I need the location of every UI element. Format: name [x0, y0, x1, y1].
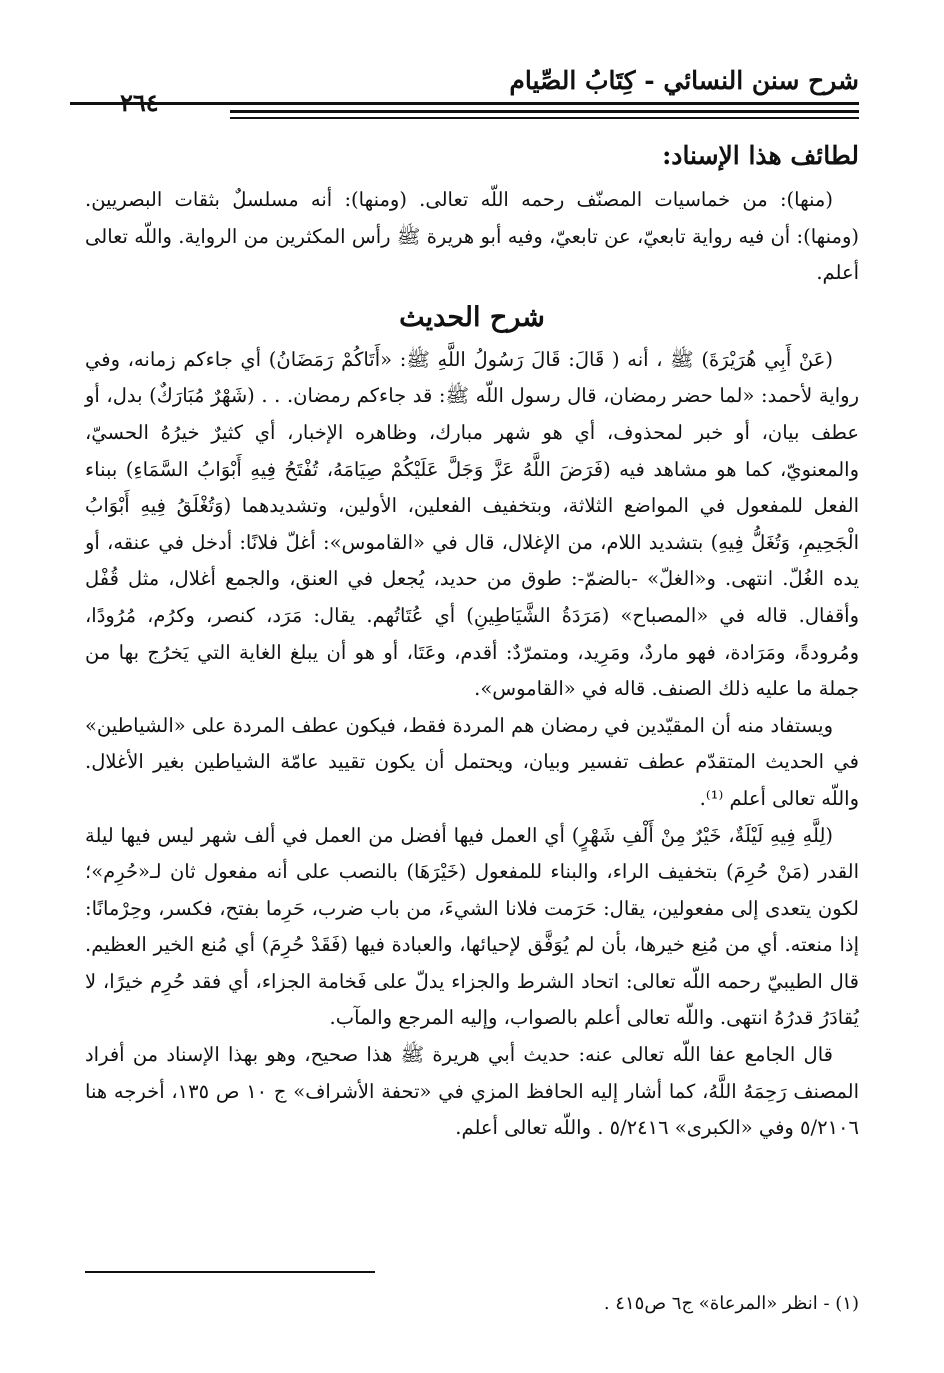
footnote-separator	[85, 1271, 375, 1273]
isnad-paragraph: (منها): من خماسيات المصنّف رحمه اللّه تعالى. (ومنها): أنه مسلسلٌ بثقات البصريين. (ومنها): أن فيه رواية تابعيّ، عن تابعيّ، وفيه أبو هريرة ﷺ رأس المكثرين من الرواية. واللّه تعالى أعلم.	[85, 188, 859, 285]
explanation-paragraph-3: (لِلَّهِ فِيهِ لَيْلَةٌ، خَيْرٌ مِنْ أَلْفِ شَهْرٍ) أي العمل فيها أفضل من العمل في ألف شهر ليس فيها ليلة القدر (مَنْ حُرِمَ) بتخفيف الراء، والبناء للمفعول (خَيْرَهَا) بالنصب على أنه مفعول ثان لـ«حُرِم»؛ لكون يتعدى إلى مفعولين، يقال: حَرَمت فلانا الشيءَ، من باب ضرب، حَرِما بفتح، فكسر، وحِرْمانًا: إذا منعته. أي من مُنِع خيرها، بأن لم يُوَفَّق لإحيائها، والعبادة فيها (فَقَدْ حُرِمَ) أي مُنع الخير العظيم. قال الطيبيّ رحمه اللّه تعالى: اتحاد الشرط والجزاء يدلّ على فَخامة الجزاء، أي فقد حُرِم خيرًا، لا يُقادَرُ قدرُهُ انتهى. واللّه تعالى أعلم بالصواب، وإليه المرجع والمآب.	[85, 823, 859, 1030]
header-rule	[70, 102, 859, 105]
footnote: (١) - انظر «المرعاة» ج٦ ص٤١٥ .	[603, 1293, 859, 1314]
header-rule-double-bottom	[230, 117, 859, 119]
page-number: ٢٦٤	[120, 88, 159, 117]
header-rule-double-top	[230, 110, 859, 113]
section-heading-isnad: لطائف هذا الإسناد:	[662, 141, 859, 170]
explanation-paragraph-2: ويستفاد منه أن المقيّدين في رمضان هم المردة فقط، فيكون عطف المردة على «الشياطين» في الحديث المتقدّم عطف تفسير وبيان، ويحتمل أن يكون تقييد عامّة الشياطين بغير الأغلال. واللّه تعالى أعلم ⁽¹⁾.	[85, 713, 859, 810]
page-header	[70, 60, 859, 120]
explanation-paragraph-1: (عَنْ أَبِي هُرَيْرَةَ) ﷺ ، أنه ( قَالَ: قَالَ رَسُولُ اللَّهِ ﷺ: «أَتَاكُمْ رَمَضَانُ) أي جاءكم زمانه، وفي رواية لأحمد: «لما حضر رمضان، قال رسول اللّه ﷺ: قد جاءكم رمضان. . . (شَهْرٌ مُبَارَكٌ) بدل، أو عطف بيان، أو خبر لمحذوف، أي هو شهر مبارك، وظاهره الإخبار، أي كثيرٌ خيرُهُ الحسيّ، والمعنويّ، كما هو مشاهد فيه (فَرَضَ اللَّهُ عَزَّ وَجَلَّ عَلَيْكُمْ صِيَامَهُ، تُفْتَحُ فِيهِ أَبْوَابُ السَّمَاءِ) ببناء الفعل للمفعول في المواضع الثلاثة، وبتخفيف الفعلين، الأولين، وتشديدهما (وَتُغْلَقُ فِيهِ أَبْوَابُ الْجَحِيمِ، وَتُغَلُّ فِيهِ) بتشديد اللام، من الإغلال، قال في «القاموس»: أغلّ فلانًا: أدخل في عنقه، أو يده الغُلّ. انتهى. و«الغلّ» -بالضمّ-: طوق من حديد، يُجعل في العنق، والجمع أغلال، مثل قُفْل وأقفال. قاله في «المصباح» (مَرَدَةُ الشَّيَاطِينِ) أي عُتَاتُهم. يقال: مَرَد، كنصر، وكرُم، مُرُودًا، ومُرودةً، ومَرَادة، فهو ماردٌ، ومَرِيد، ومتمرّدٌ: أقدم، وعَتَا، أو هو أن يبلغ الغاية التي يَخرُج بها من جملة ما عليه ذلك الصنف. قاله في «القاموس».	[85, 347, 859, 701]
running-title: شرح سنن النسائي - كِتَابُ الصِّيام	[509, 66, 859, 95]
explanation-paragraph-4: قال الجامع عفا اللّه تعالى عنه: حديث أبي هريرة ﷺ هذا صحيح، وهو بهذا الإسناد من أفراد المصنف رَحِمَهُ اللَّهُ، كما أشار إليه الحافظ المزي في «تحفة الأشراف» ج ١٠ ص ١٣٥، أخرجه هنا ٥/٢١٠٦ وفي «الكبرى» ٥/٢٤١٦ . واللّه تعالى أعلم.	[85, 1043, 859, 1140]
page-body	[85, 132, 859, 1147]
section-heading-hadith-explanation: شرح الحديث	[399, 301, 545, 333]
